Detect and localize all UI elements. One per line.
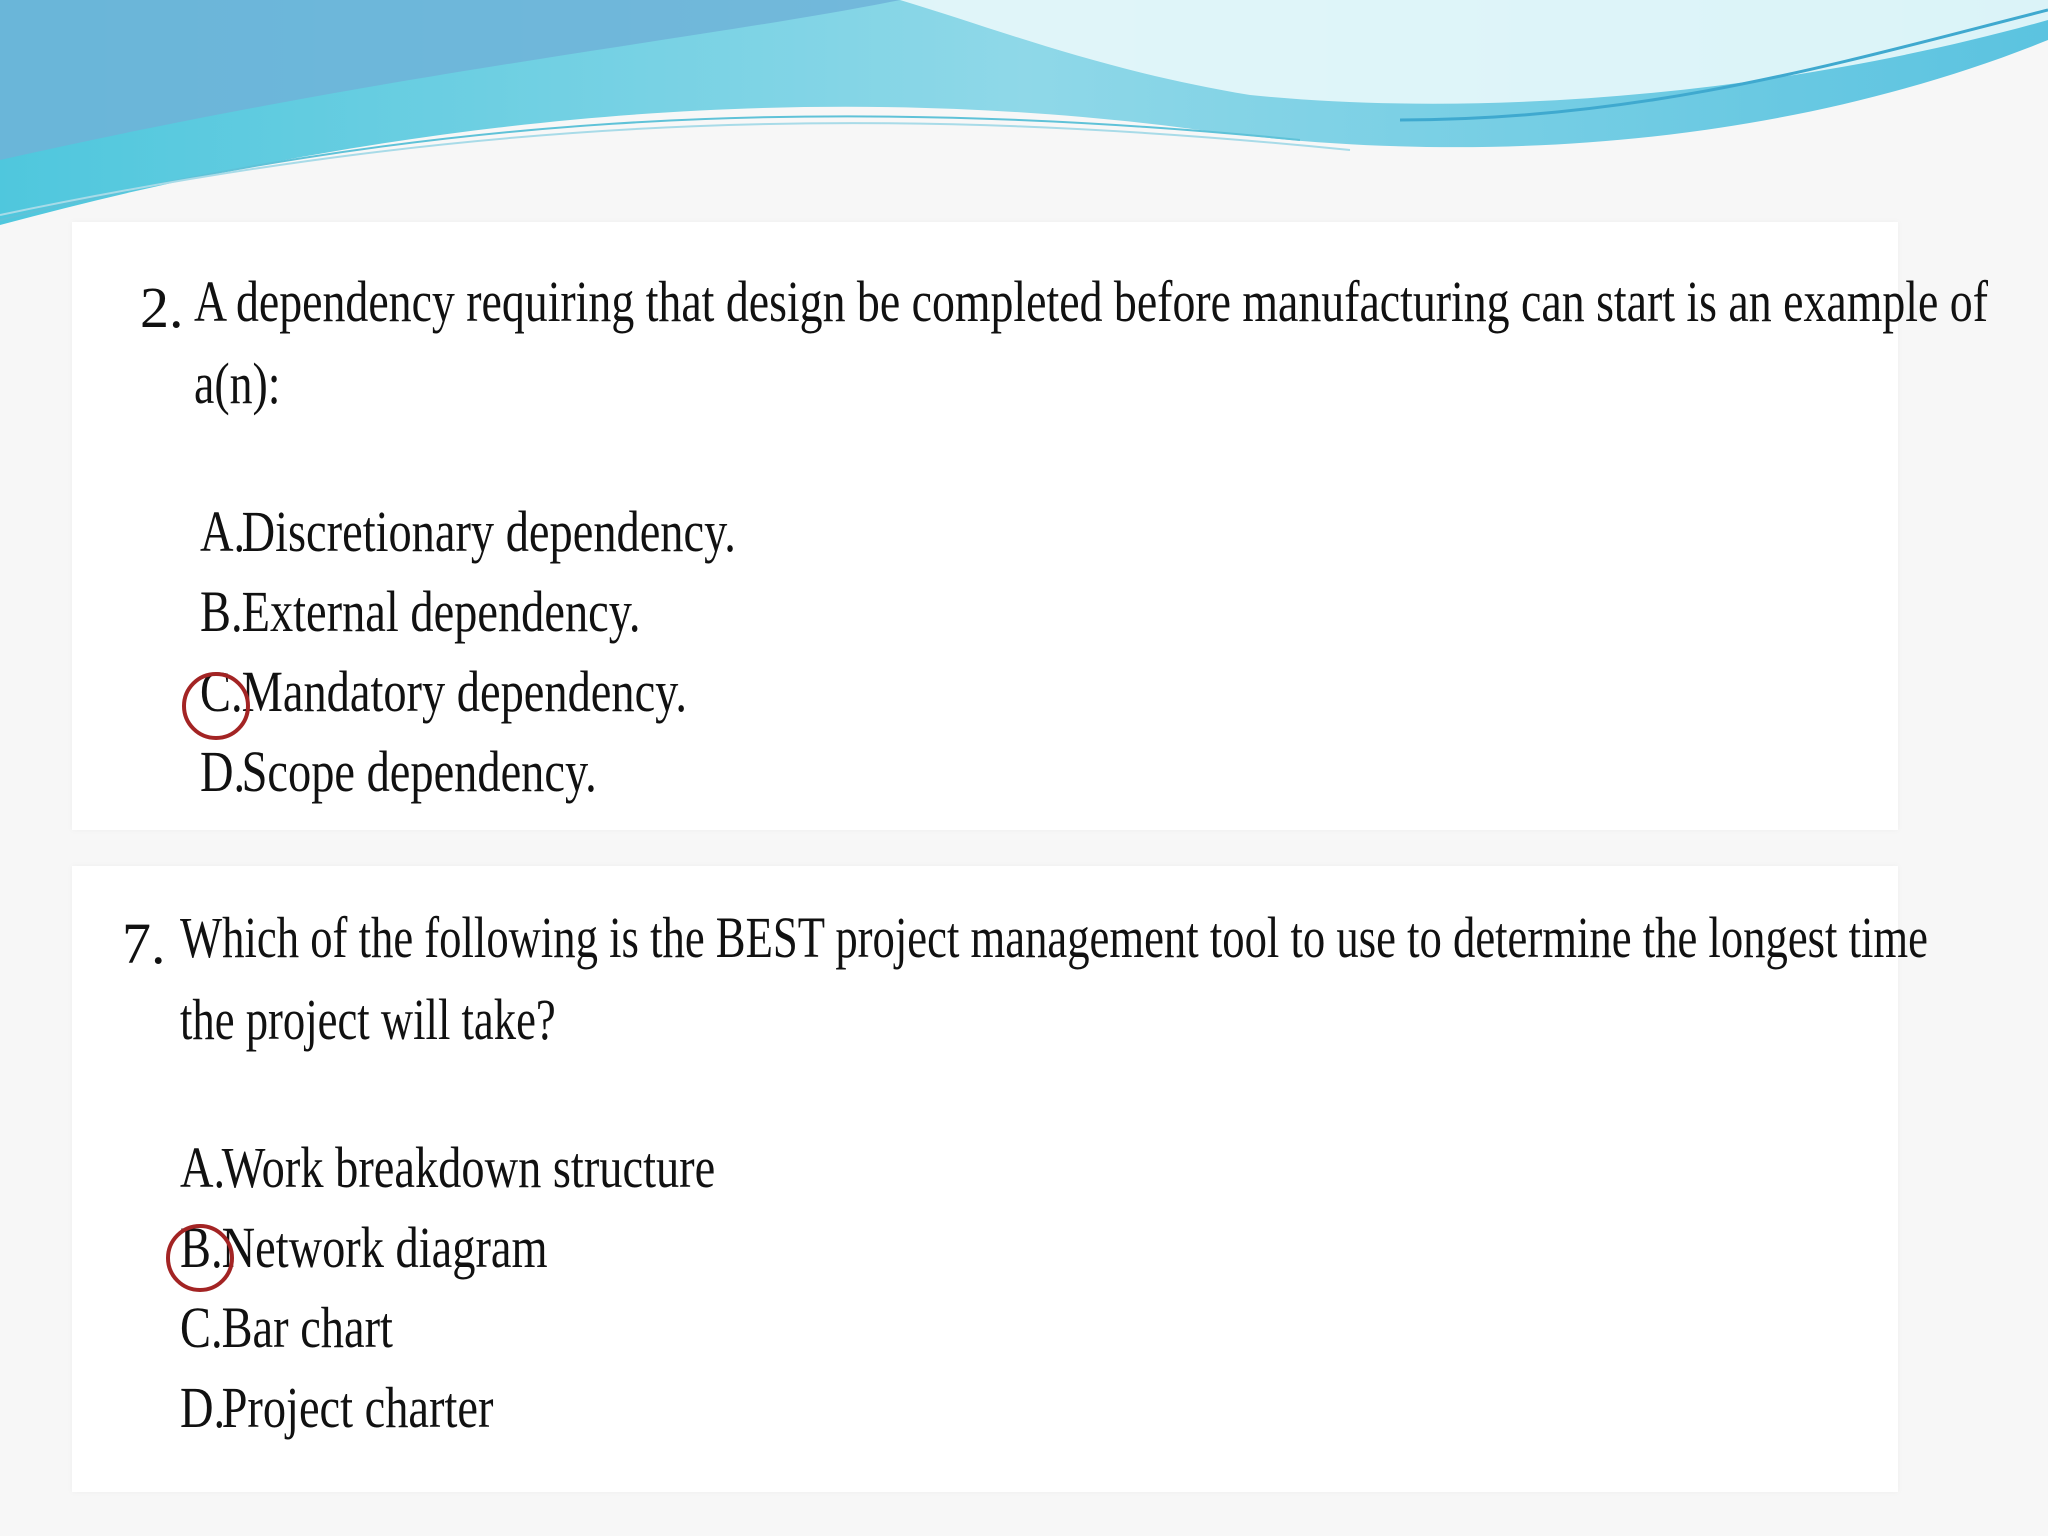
answer-option-b [200,578,641,645]
option-letter: D. [200,739,246,804]
option-letter: A. [180,1135,226,1200]
option-text: Project charter [221,1375,494,1440]
answer-option-b [180,1214,548,1281]
question-stem-line: the project will take? [180,987,556,1052]
answer-option-c [180,1294,393,1361]
option-text: Bar chart [221,1295,393,1360]
answer-option-d [200,738,597,805]
question-stem-line: Which of the following is the BEST project management tool to use to determine the longest time [180,905,1928,970]
option-letter: C. [180,1295,223,1360]
question-number: 7. [122,911,166,976]
option-letter: A. [200,499,246,564]
question-card-2 [72,222,1988,830]
option-letter: C. [200,659,243,724]
option-text: Work breakdown structure [221,1135,716,1200]
option-letter: D. [180,1375,226,1440]
answer-option-d [180,1374,493,1441]
question-card-7 [72,866,1928,1492]
option-text: Mandatory dependency. [241,659,687,724]
question-number: 2. [140,275,184,340]
question-stem-line: A dependency requiring that design be completed before manufacturing can start is an example of [194,269,1988,334]
option-text: External dependency. [241,579,641,644]
question-stem-line: a(n): [194,351,281,416]
slide-header-wave-decoration [0,0,2048,240]
option-letter: B. [180,1215,223,1280]
option-letter: B. [200,579,243,644]
answer-option-a [180,1134,715,1201]
correct-answer-circle-mark [166,1224,234,1292]
option-text: Scope dependency. [241,739,597,804]
option-text: Network diagram [221,1215,548,1280]
correct-answer-circle-mark [182,672,250,740]
answer-option-a [200,498,736,565]
answer-option-c [200,658,687,725]
option-text: Discretionary dependency. [241,499,736,564]
